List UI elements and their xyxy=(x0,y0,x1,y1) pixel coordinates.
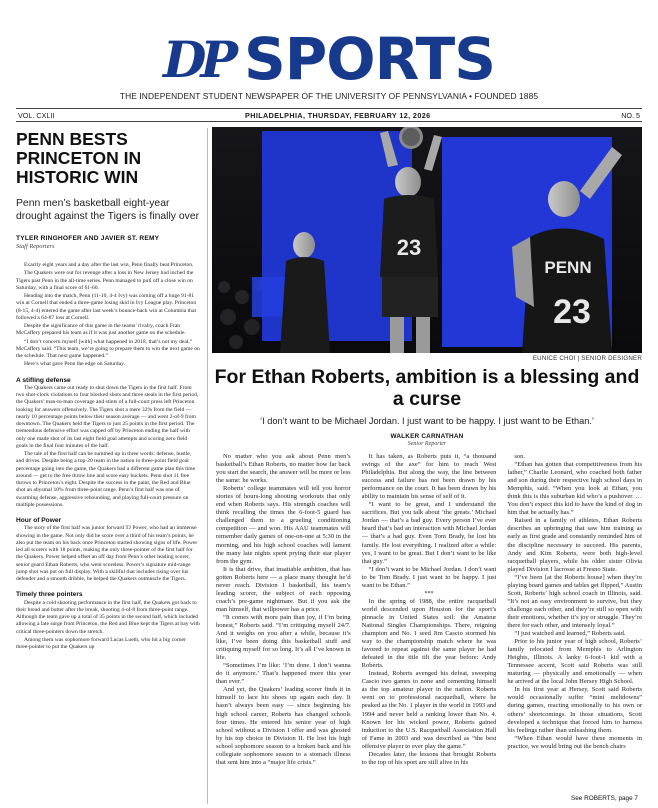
left-paragraphs-1 xyxy=(16,262,200,369)
paragraph: No matter who you ask about Penn men’s basketball’s Ethan Roberts, no matter how far back you start the search, the answer will be more or less the same: he works. xyxy=(216,453,351,485)
left-role: Staff Reporters xyxy=(16,243,55,250)
player-right-number: 23 xyxy=(553,293,591,331)
left-section-title: Hour of Power xyxy=(16,517,62,524)
main-column-3 xyxy=(507,453,642,798)
main-pull-quote: ‘I don’t want to be Michael Jordan. I just want to be happy. I just want to be Ethan.’ xyxy=(260,416,594,426)
feature-photo xyxy=(212,127,642,353)
tagline: THE INDEPENDENT STUDENT NEWSPAPER OF THE UNIVERSITY OF PENNSYLVANIA • FOUNDED 1885 xyxy=(119,91,539,101)
left-paragraphs-4 xyxy=(16,600,200,652)
paragraph: “I don’t want to be Michael Jordan. I don’t want to be Tom Brady. I just want to be happy. I just want to be Ethan.” xyxy=(361,565,497,589)
left-body xyxy=(16,262,200,651)
main-byline: WALKER CARNATHAN xyxy=(390,433,464,440)
logo-dp: DP xyxy=(163,29,232,89)
masthead xyxy=(0,0,658,106)
main-body xyxy=(216,453,642,798)
logo[interactable] xyxy=(0,25,658,93)
left-byline: TYLER RINGHOFER AND JAVIER ST. REMY xyxy=(16,235,160,242)
paragraph: “Ethan has gotten that competitiveness from his father,” Charlie Leonard, who coached both father and son during their respective high school days in Memphis, said. “When you look at Ethan, you think this is this suburban kid who’s a pushover. … You don’t expect this kid to have the kind of dog in him that he actually has.” xyxy=(507,461,643,517)
paragraph: Instead, Roberts avenged his defeat, sweeping Cascio two games to none and cementing himself as the top amateur player in the nation. Roberts went on to professional racquetball, where he peaked as the No. 1 player in the world in 1993 and 1994 and never held a ranking lower than No. 4. Known for his wicked power, Roberts gained induction to the U.S. Racquetball Association Hall of Fame in 2003 and was described as “the best offensive player to ever play the game.” xyxy=(361,670,497,750)
paragraph: Raised in a family of athletes, Ethan Roberts describes an upbringing that saw him training as early as first grade and constantly reminded him of the discipline necessary to succeed. His parents, Andy and Kim Roberts, were both high-level racquetball players, while his older sister Olivia played Division I lacrosse at Fresno State. xyxy=(507,517,643,573)
paragraph: “Sometimes I’m like: ‘I’m done. I don’t wanna do it anymore.’ That’s happened more this year than ever.” xyxy=(216,662,351,686)
logo-sports: SPORTS xyxy=(243,25,495,93)
paragraph: son. xyxy=(514,453,525,460)
paragraph: Decades later, the lessons that brought Roberts to the top of his sport are still alive in his xyxy=(361,750,497,766)
paragraph: Here’s what gave Penn the edge on Saturday. xyxy=(24,361,125,368)
paragraph: And yet, the Quakers’ leading scorer finds it in himself to lace his shoes up again each day. It hasn’t always been easy — since beginning his high school career, Roberts has changed schools four times. He entered his senior year of high school without a Division I offer and was ghosted by his top choice in Division II. He lost his high school sophomore season to a broken back and his collegiate sophomore season to a stomach illness that sent him into a “major life crisis.” xyxy=(216,686,351,766)
column-divider xyxy=(207,128,208,804)
jersey-text: PENN xyxy=(544,258,592,277)
player-center-number: 23 xyxy=(396,235,422,260)
paragraph: The tale of the first half can be summed up in three words: defense, hustle, and drives. Despite being a top-20 team in the nation in three-point field goal percentage going into the game, the Quakers had a different game plan this time around — get to the free throw line and score easy buckets. Penn shot 11 free throws to Princeton’s eight. Despite the success in the paint, the Red and Blue shot an abysmal 10% from three-point range. Penn’s first half was one of swarming defense, aggressive rebounding, and playing full-court pressure on multiple possessions. xyxy=(16,451,196,508)
paragraph: “I just watched and learned,” Roberts said. xyxy=(514,630,626,638)
issue-number: NO. 5 xyxy=(621,110,640,120)
paragraph: “It comes with more pain than joy, if I’m being honest,” Roberts said. “I’m critiquing myself 24/7. And it weighs on you after a while, because it’s like, I’ve been doing this basketball stuff and critiquing myself for so long. It’s all I’ve known in life. xyxy=(216,613,351,662)
paragraph: It has taken, as Roberts puts it, “a thousand swings of the axe” for him to reach West Philadelphia. But along the way, the line between success and failure has not been drawn by his performance on the court. It has been drawn by his ability to maintain his sense of self of it. xyxy=(361,453,497,501)
paragraph: *** xyxy=(424,590,434,597)
paragraph: Despite a cold shooting performance in the first half, the Quakers got back to their bread and butter after the break, shooting 4-of-8 from three-point range. Although the team gave up a total of 35 points in the second half, which included allowing a late surge from Princeton, the Red and Blue kept the Tigers at bay with critical three-pointers down the stretch. xyxy=(16,599,200,635)
basketball xyxy=(402,128,420,146)
paragraph: “I’ve been [at the Roberts house] when they’re playing board games and tables get flipped,” Austin Scott, Roberts’ high school coach in Illinois, said. “It’s not an easy environment to survive, but they challenge each other, and they’re still so open with their emotions, whether it’s joy or struggle. They’re there for each other, and intensely loyal.” xyxy=(507,573,643,629)
paragraph: Roberts’ college teammates will tell you horror stories of hours-long shooting workouts that only end when Roberts says. His strength coaches will think recalling the times the 6-foot-5 guard has challenged them to a grueling conditioning competition — and won. His AAU teammates will remember daily games of one-on-one at 5:30 in the morning, and his high school coaches will lament the many late nights spent prying their star player from the gym. xyxy=(216,485,351,565)
volume: VOL. CXLII xyxy=(18,110,55,120)
main-headline[interactable]: For Ethan Roberts, ambition is a blessing and a curse xyxy=(214,366,640,410)
paragraph: “I want to be great, and I understand the sacrifices. But you talk about ‘the greats.’ Michael Jordan — that’s a bad guy. Every person I’ve ever heard that’s had an interaction with Michael Jordan — that’s a bad guy. Even Tom Brady, he lost his family. He lost everything. I realized after a while: yes, I want to be great. But I don’t want to be like that guy.” xyxy=(361,501,497,565)
photo-illustration xyxy=(212,127,642,353)
paragraph: The story of the first half was junior forward TJ Power, who had an immense showing in the game. Not only did he score over a third of his team’s points, he also put the team on his back once Princeton started showing signs of life. Power led all scorers with 18 points, making the only three-pointer of the first half for the Quakers. Power helped offset an off day from Penn’s other leading scorer, senior guard Ethan Roberts, who went scoreless. Power’s signature mid-range jump shot was put on full display. With a skillful that includes rising over his defender and a smooth dribble, he helped the Quakers outmuscle the Tigers. xyxy=(16,525,198,582)
left-section-title: Timely three pointers xyxy=(16,591,83,599)
left-paragraphs-2 xyxy=(16,385,200,509)
paragraph: Exactly eight years and a day after the last win, Penn finally beat Princeton. xyxy=(24,262,194,268)
left-section-title: A stifling defense xyxy=(16,376,71,384)
paragraph: Heading into the match, Penn (11-10, 4-4 Ivy) was coming off a huge 91-81 win at Cornell that ended a three-game losing skid in Ivy League play. Princeton (8-15, 4-4) entered the game after last week’s bounce-back win at Columbia that followed a 64-87 loss at Cornell. xyxy=(16,293,197,321)
main-role: Senior Reporter xyxy=(407,441,447,447)
left-headline[interactable]: PENN BESTS PRINCETON IN HISTORIC WIN xyxy=(16,129,142,187)
left-paragraphs-3 xyxy=(16,525,200,583)
continued-link[interactable]: See ROBERTS, page 7 xyxy=(570,795,638,802)
main-column-1 xyxy=(216,453,351,798)
issue-bar xyxy=(16,108,642,122)
paragraph: The Quakers came out ready to shut down the Tigers in the first half. From two shot-clock violations to four blocked shots and three steals in the first period, the Quakers’ man-to-man coverage and stints of a full-court press left Princeton looking for answers offensively. The Tigers shot a mere 32% from the field — nearly 10 percentage points below their season average — and went 2-of-9 from downtown. The Quakers held the Tigers to just 25 points in the first period. The tremendous defensive effort was capped off by Princeton ending the half with only one made shot of its last eight field goal attempts and scoring zero field goals in the final four minutes of the half. xyxy=(16,384,199,449)
paragraph: “I don’t concern myself [with] what happened in 2018, that’s not my deal,” McCaffery said. “This team, we’re going to prepare them to win the next game on the schedule. That next game happened.” xyxy=(16,338,200,359)
paragraph: Among them was sophomore forward Lucas Lueth, who hit a big corner three-pointer to put the Quakers up xyxy=(16,636,186,650)
paragraph: “When Ethan would have these moments in practice, we would bring out the bench chairs xyxy=(507,734,643,750)
main-column-2 xyxy=(362,453,497,798)
left-dek: Penn men’s basketball eight-year drought against the Tigers is finally over xyxy=(16,198,200,222)
paragraph: Prior to his junior year of high school, Roberts’ family relocated from Memphis to Arlington Heights, Illinois. A lanky 6-foot-1 kid with a Tennessee accent, Scott said Roberts was still maturing — physically and emotionally — when he arrived at the local John Hersey High School. xyxy=(507,638,643,686)
photo-credit: EUNICE CHOI | SENIOR DESIGNER xyxy=(532,355,642,362)
issue-date: PHILADELPHIA, THURSDAY, FEBRUARY 12, 2026 xyxy=(245,110,431,120)
paragraph: In his first year at Hersey, Scott said Roberts would occasionally suffer “mini meltdowns” during games, reacting emotionally to his own or others’ shortcomings. In those situations, Scott developed a technique that forced him to harness his feelings rather than unleashing them. xyxy=(507,686,643,734)
paragraph: Despite the significance of this game in the teams’ rivalry, coach Fran McCaffery prepared his team as if it was just another game on the schedule. xyxy=(16,323,186,337)
left-story xyxy=(16,128,200,804)
paragraph: In the spring of 1988, the entire racquetball world descended upon Houston for the sport’s pinnacle in United States soil: the Amateur National Singles Championships. There, reigning champion and No. 1 seed Jim Cascio stormed his way to the championship match where he was favored to repeat against the same player he had defeated in the title tilt the year before: Andy Roberts. xyxy=(361,597,497,670)
paragraph: The Quakers were out for revenge after a loss in New Jersey had inched the Tigers past Penn in the all-time series. Penn managed to pull off a close win on Saturday, with a final score of 61-60. xyxy=(16,270,194,291)
paragraph: It is that drive, that insatiable ambition, that has gotten Roberts here — a place many thought he’d never reach. Division I basketball, his team’s leading scorer, the subject of each opposing coach’s pre-game nightmare. But if you ask the man himself, that willpower has a price. xyxy=(216,565,351,613)
